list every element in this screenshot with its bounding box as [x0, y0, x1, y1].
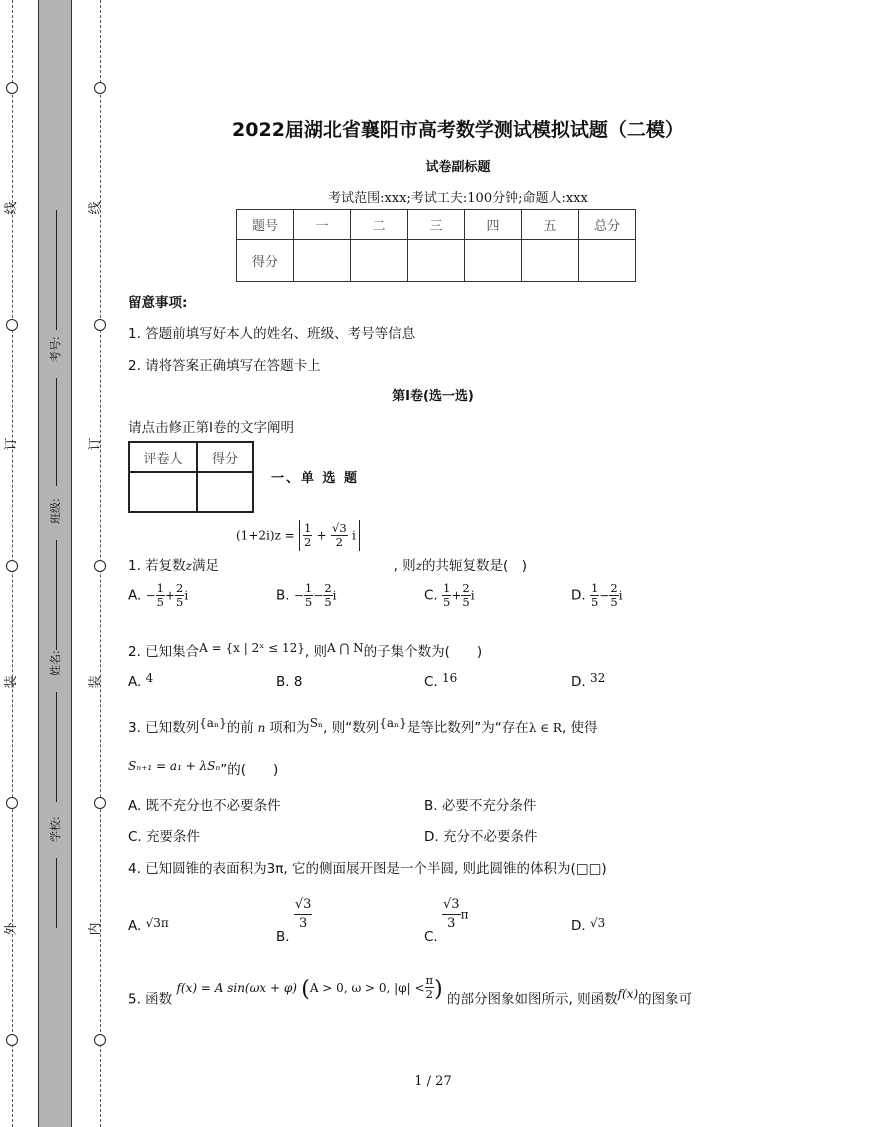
notice-heading: 留意事项: — [128, 295, 188, 311]
question-4: 4. 已知圆锥的表面积为3π, 它的侧面展开图是一个半圆, 则此圆锥的体积为(□□) — [128, 861, 607, 877]
binding-hole — [6, 797, 18, 809]
q4-option-b[interactable]: B. $\frac{√3}{3}$ — [276, 897, 312, 945]
binding-strip — [38, 0, 72, 1127]
score-row-label: 得分 — [237, 240, 294, 282]
q1-formula-left: (1+2i)z = — [236, 528, 295, 543]
score-header: 三 — [408, 210, 465, 240]
grader-table — [128, 441, 254, 513]
exam-info: 考试范围:xxx;考试工夫:100分钟;命题人:xxx — [328, 191, 588, 206]
grader-cell — [129, 472, 197, 512]
binding-hole — [94, 1034, 106, 1046]
field-underline — [56, 692, 57, 802]
q2-option-a[interactable]: A. 4 — [128, 671, 154, 690]
notice-item: 2. 请将答案正确填写在答题卡上 — [128, 358, 321, 374]
binding-hole — [6, 560, 18, 572]
part-title: 一、单 选 题 — [271, 471, 360, 486]
score-cell — [522, 240, 579, 282]
q3-option-c[interactable]: C. 充要条件 — [128, 829, 201, 845]
margin-char: 订 — [88, 437, 103, 451]
fraction: $\frac{1}{2}$ — [304, 521, 312, 549]
question-3-line-2: Sₙ₊₁ = a₁ + λSₙ”的( ) — [128, 759, 279, 778]
question-5: 5. 函数 f(x) = A sin(ωx + φ) (A > 0, ω > 0, |φ| < $\frac{\pi}{2}$ ) 的部分图象如图所示, 则函数f(x)的图象可 — [128, 973, 693, 1008]
q2-option-d[interactable]: D. 32 — [571, 671, 606, 690]
score-header: 二 — [351, 210, 408, 240]
q4-option-a[interactable]: A. √3π — [128, 916, 169, 934]
margin-char: 订 — [4, 437, 19, 451]
score-header: 一 — [294, 210, 351, 240]
binding-hole — [94, 560, 106, 572]
q4-option-d[interactable]: D. √3 — [571, 916, 606, 934]
question-3-line-1: 3. 已知数列{aₙ}的前 n 项和为Sₙ, 则“数列{aₙ}是等比数列”为“存在λ ∈ R, 使得 — [128, 716, 598, 736]
binding-hole — [6, 319, 18, 331]
fraction: $\frac{√3}{2}$ — [332, 521, 347, 549]
binding-margin — [0, 0, 112, 1127]
q1-abs — [299, 520, 360, 551]
name-label: 姓名: — [49, 650, 62, 676]
margin-char: 内 — [88, 922, 103, 936]
q3-option-d[interactable]: D. 充分不必要条件 — [424, 829, 538, 845]
margin-char: 线 — [88, 201, 103, 215]
score-header: 四 — [465, 210, 522, 240]
field-underline — [56, 858, 57, 928]
q3-option-a[interactable]: A. 既不充分也不必要条件 — [128, 798, 281, 814]
q1-option-b[interactable]: B. − $\frac{1}{5}$ − $\frac{2}{5}$ i — [276, 581, 337, 609]
exam-number-label: 考号: — [49, 336, 62, 362]
q1-option-d[interactable]: D. $\frac{1}{5}$ − $\frac{2}{5}$ i — [571, 581, 623, 609]
score-cell — [294, 240, 351, 282]
binding-hole — [94, 82, 106, 94]
q2-option-b[interactable]: B. 8 — [276, 674, 303, 690]
imag-unit: i — [351, 528, 356, 543]
margin-char: 线 — [4, 201, 19, 215]
page-number: 1 / 27 — [414, 1074, 452, 1089]
score-cell — [408, 240, 465, 282]
q4-option-c[interactable]: C. $\frac{√3}{3}$ π — [424, 897, 469, 945]
binding-hole — [6, 82, 18, 94]
school-label: 学校: — [49, 816, 62, 842]
margin-char: 装 — [88, 675, 103, 689]
grader-header: 得分 — [197, 442, 253, 472]
binding-hole — [94, 797, 106, 809]
field-underline — [56, 540, 57, 650]
notice-item: 1. 答题前填写好本人的姓名、班级、考号等信息 — [128, 326, 416, 342]
score-header: 总分 — [579, 210, 636, 240]
field-underline — [56, 210, 57, 330]
grader-header: 评卷人 — [129, 442, 197, 472]
class-label: 班级: — [49, 498, 62, 524]
binding-hole — [94, 319, 106, 331]
margin-char: 装 — [4, 675, 19, 689]
score-header: 五 — [522, 210, 579, 240]
q2-option-c[interactable]: C. 16 — [424, 671, 458, 690]
binding-hole — [6, 1034, 18, 1046]
q1-option-c[interactable]: C. $\frac{1}{5}$ + $\frac{2}{5}$ i — [424, 581, 475, 609]
score-table — [236, 209, 636, 282]
plus-sign: + — [316, 528, 327, 543]
q1-option-a[interactable]: A. − $\frac{1}{5}$ + $\frac{2}{5}$ i — [128, 581, 189, 609]
grader-cell — [197, 472, 253, 512]
question-2: 2. 已知集合A = {x | 2ˣ ≤ 12}, 则A ⋂ N的子集个数为( ) — [128, 641, 483, 660]
question-1: 1. 若复数z满足 , 则z的共轭复数是( ) — [128, 558, 528, 574]
score-header: 题号 — [237, 210, 294, 240]
margin-char: 外 — [4, 922, 19, 936]
q3-option-b[interactable]: B. 必要不充分条件 — [424, 798, 537, 814]
section-note: 请点击修正第I卷的文字阐明 — [128, 420, 294, 436]
field-underline — [56, 378, 57, 486]
score-cell — [579, 240, 636, 282]
q1-formula — [236, 520, 360, 551]
page-title: 2022届湖北省襄阳市高考数学测试模拟试题（二模） — [232, 119, 684, 141]
page-subtitle: 试卷副标题 — [425, 160, 491, 175]
score-cell — [351, 240, 408, 282]
score-cell — [465, 240, 522, 282]
section-title: 第I卷(选一选) — [392, 389, 474, 404]
